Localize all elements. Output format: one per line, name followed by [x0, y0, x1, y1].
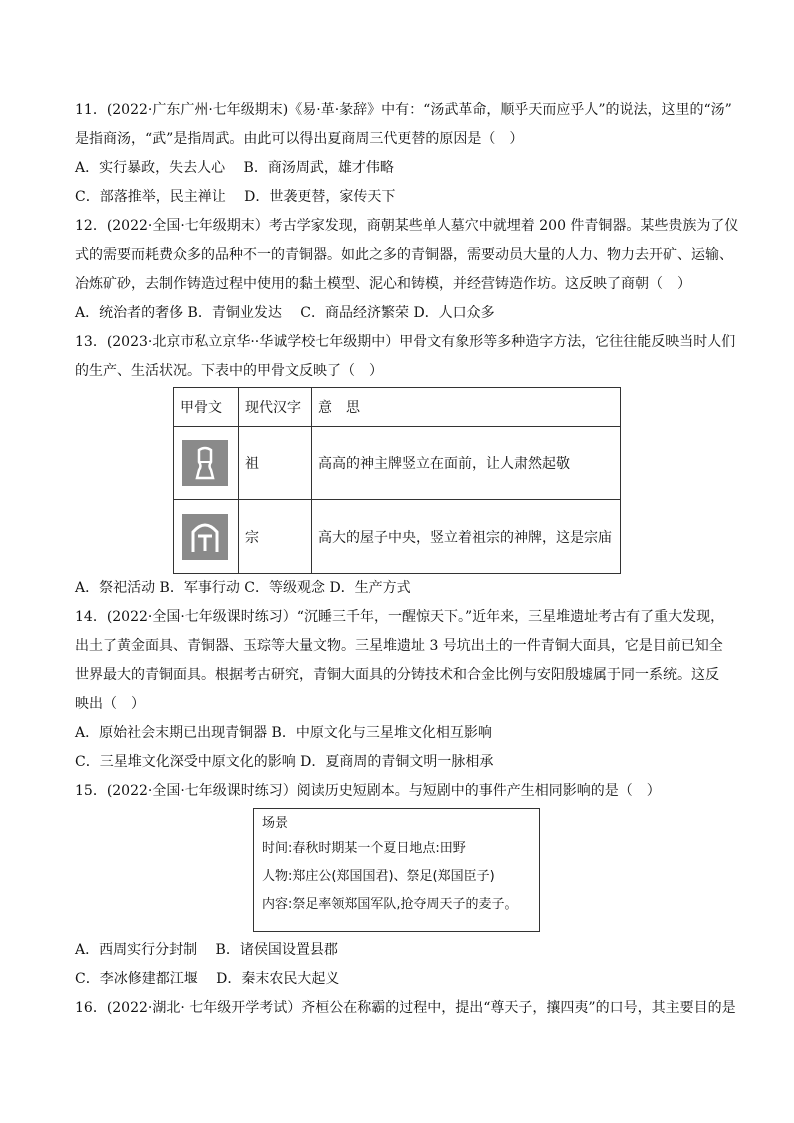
q15-options-cd: C．李冰修建都江堰 D．秦末农民大起义 [75, 971, 340, 987]
header-modern-char: 现代汉字 [239, 388, 312, 427]
modern-char-cell: 宗 [239, 500, 312, 574]
q14-stem-line2: 出土了黄金面具、青铜器、玉琮等大量文物。三星堆遗址 3 号坑出土的一件青铜大面具，它是目前已知全 [75, 638, 723, 654]
scene-time: 时间:春秋时期某一个夏日地点:田野 [262, 841, 466, 856]
q11-stem-line1: 11．(2022·广东广州·七年级期末)《易·革·彖辞》中有：“汤武革命，顺乎天而应乎人”的说法，这里的“汤” [75, 102, 732, 118]
meaning-cell: 高高的神主牌竖立在面前，让人肃然起敬 [312, 427, 621, 500]
table-header-row [174, 388, 621, 427]
oracle-glyph-cell [174, 500, 239, 574]
q13-options: A．祭祀活动 B．军事行动 C．等级观念 D．生产方式 [75, 580, 411, 596]
q14-stem-line3: 世界最大的青铜面具。根据考古研究，青铜大面具的分铸技术和合金比例与安阳殷墟属于同一系统。这反 [75, 667, 719, 683]
q15-stem-line1: 15．(2022·全国·七年级课时练习）阅读历史短剧本。与短剧中的事件产生相同影响的是（ ） [75, 783, 661, 799]
q14-options-ab: A．原始社会末期已出现青铜器 B．中原文化与三星堆文化相互影响 [75, 725, 492, 741]
scene-box [253, 808, 540, 932]
modern-char-cell: 祖 [239, 427, 312, 500]
q13-stem-line1: 13．(2023·北京市私立京华··华诚学校七年级期中）甲骨文有象形等多种造字方法，它往往能反映当时人们 [75, 334, 736, 350]
scene-people: 人物:郑庄公(郑国国君)、祭足(郑国臣子) [262, 869, 495, 884]
q12-stem-line1: 12．(2022·全国·七年级期末）考古学家发现，商朝某些单人墓穴中就埋着 200 件青铜器。某些贵族为了仪 [75, 218, 739, 234]
q14-stem-line1: 14．(2022·全国·七年级课时练习）“沉睡三千年，一醒惊天下。”近年来，三星堆遗址考古有了重大发现， [75, 609, 725, 625]
scene-content: 内容:祭足率领郑国军队,抢夺周天子的麦子。 [262, 897, 518, 912]
oracle-glyph-cell [174, 427, 239, 500]
q15-options-ab: A．西周实行分封制 B．诸侯国设置县郡 [75, 942, 338, 958]
q13-stem-line2: 的生产、生活状况。下表中的甲骨文反映了（ ） [75, 363, 383, 379]
scene-title: 场景 [262, 816, 289, 831]
q11-stem-line2: 是指商汤，“武”是指周武。由此可以得出夏商周三代更替的原因是（ ） [75, 131, 524, 147]
q12-stem-line2: 式的需要而耗费众多的品种不一的青铜器。如此之多的青铜器，需要动员大量的人力、物力去开矿、运输、 [75, 247, 733, 263]
meaning-cell: 高大的屋子中央，竖立着祖宗的神牌，这是宗庙 [312, 500, 621, 574]
q11-options-cd: C．部落推举，民主禅让 D．世袭更替，家传天下 [75, 189, 396, 205]
q16-stem-line1: 16．(2022·湖北· 七年级开学考试）齐桓公在称霸的过程中，提出“尊天子，攘四夷”的口号，其主要目的是 [75, 1000, 736, 1016]
q11-options-ab: A．实行暴政，失去人心 B．商汤周武，雄才伟略 [75, 160, 394, 176]
header-meaning: 意 思 [312, 388, 621, 427]
oracle-bone-table [173, 387, 621, 574]
oracle-glyph-zong-icon [182, 514, 228, 560]
header-oracle: 甲骨文 [174, 388, 239, 427]
q14-options-cd: C．三星堆文化深受中原文化的影响 D．夏商周的青铜文明一脉相承 [75, 754, 494, 770]
q12-options: A．统治者的奢侈 B．青铜业发达 C．商品经济繁荣 D．人口众多 [75, 305, 495, 321]
table-row [174, 427, 621, 500]
table-row [174, 500, 621, 574]
oracle-glyph-zu-icon [182, 440, 228, 486]
q12-stem-line3: 冶炼矿砂，去制作铸造过程中使用的黏土模型、泥心和铸模，并经营铸造作坊。这反映了商朝（ ） [75, 276, 691, 292]
q14-stem-line4: 映出（ ） [75, 696, 145, 712]
